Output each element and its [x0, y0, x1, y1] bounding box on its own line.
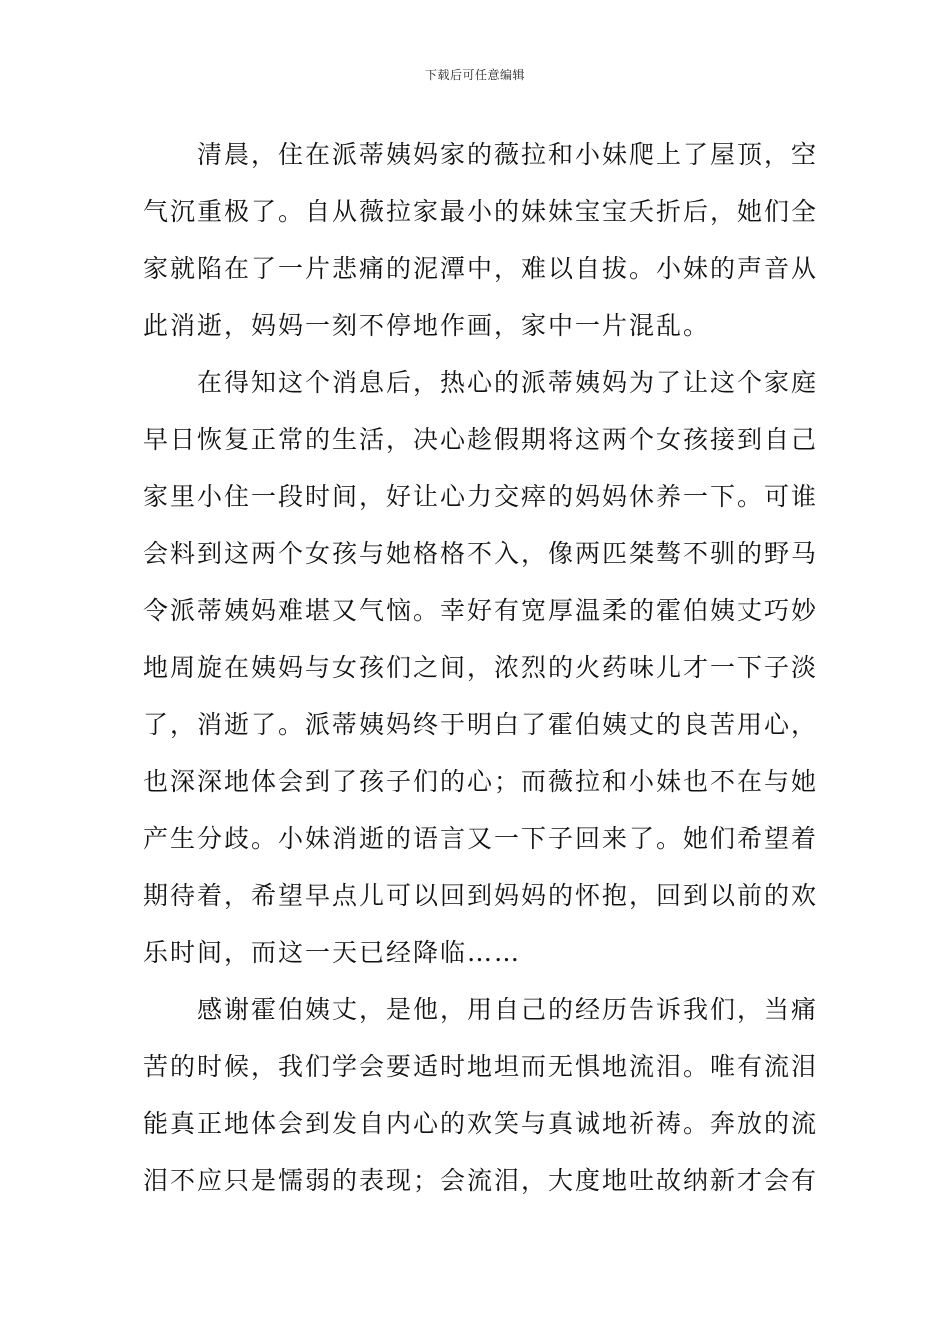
text-line: 了，消逝了。派蒂姨妈终于明白了霍伯姨丈的良苦用心，: [143, 710, 819, 739]
paragraph-3: [143, 981, 819, 1209]
text-line: 气沉重极了。自从薇拉家最小的妹妹宝宝夭折后，她们全: [143, 197, 819, 226]
text-line: 此消逝，妈妈一刻不停地作画，家中一片混乱。: [143, 311, 711, 340]
text-line: 家里小住一段时间，好让心力交瘁的妈妈休养一下。可谁: [143, 482, 819, 511]
text-line: 令派蒂姨妈难堪又气恼。幸好有宽厚温柔的霍伯姨丈巧妙: [143, 596, 819, 625]
text-line: 家就陷在了一片悲痛的泥潭中，难以自拔。小妹的声音从: [143, 254, 819, 283]
text-line: 能真正地体会到发自内心的欢笑与真诚地祈祷。奔放的流: [143, 1109, 819, 1138]
text-line: 会料到这两个女孩与她格格不入，像两匹桀骜不驯的野马: [143, 539, 819, 568]
text-line: 在得知这个消息后，热心的派蒂姨妈为了让这个家庭: [197, 368, 819, 397]
text-line: 产生分歧。小妹消逝的语言又一下子回来了。她们希望着: [143, 824, 819, 853]
page-header: 下载后可任意编辑: [424, 68, 525, 82]
text-line: 期待着，希望早点儿可以回到妈妈的怀抱，回到以前的欢: [143, 881, 819, 910]
text-line: 感谢霍伯姨丈，是他，用自己的经历告诉我们，当痛: [197, 995, 819, 1024]
paragraph-2: [143, 354, 819, 981]
text-line: 也深深地体会到了孩子们的心；而薇拉和小妹也不在与她: [143, 767, 819, 796]
paragraph-1: [143, 126, 819, 354]
text-line: 苦的时候，我们学会要适时地坦而无惧地流泪。唯有流泪: [143, 1052, 819, 1081]
text-line: 清晨，住在派蒂姨妈家的薇拉和小妹爬上了屋顶，空: [197, 140, 819, 169]
document-body: [143, 126, 819, 1209]
text-line: 泪不应只是懦弱的表现；会流泪，大度地吐故纳新才会有: [143, 1166, 819, 1195]
text-line: 乐时间，而这一天已经降临……: [143, 938, 522, 967]
text-line: 早日恢复正常的生活，决心趁假期将这两个女孩接到自己: [143, 425, 819, 454]
text-line: 地周旋在姨妈与女孩们之间，浓烈的火药味儿才一下子淡: [143, 653, 819, 682]
